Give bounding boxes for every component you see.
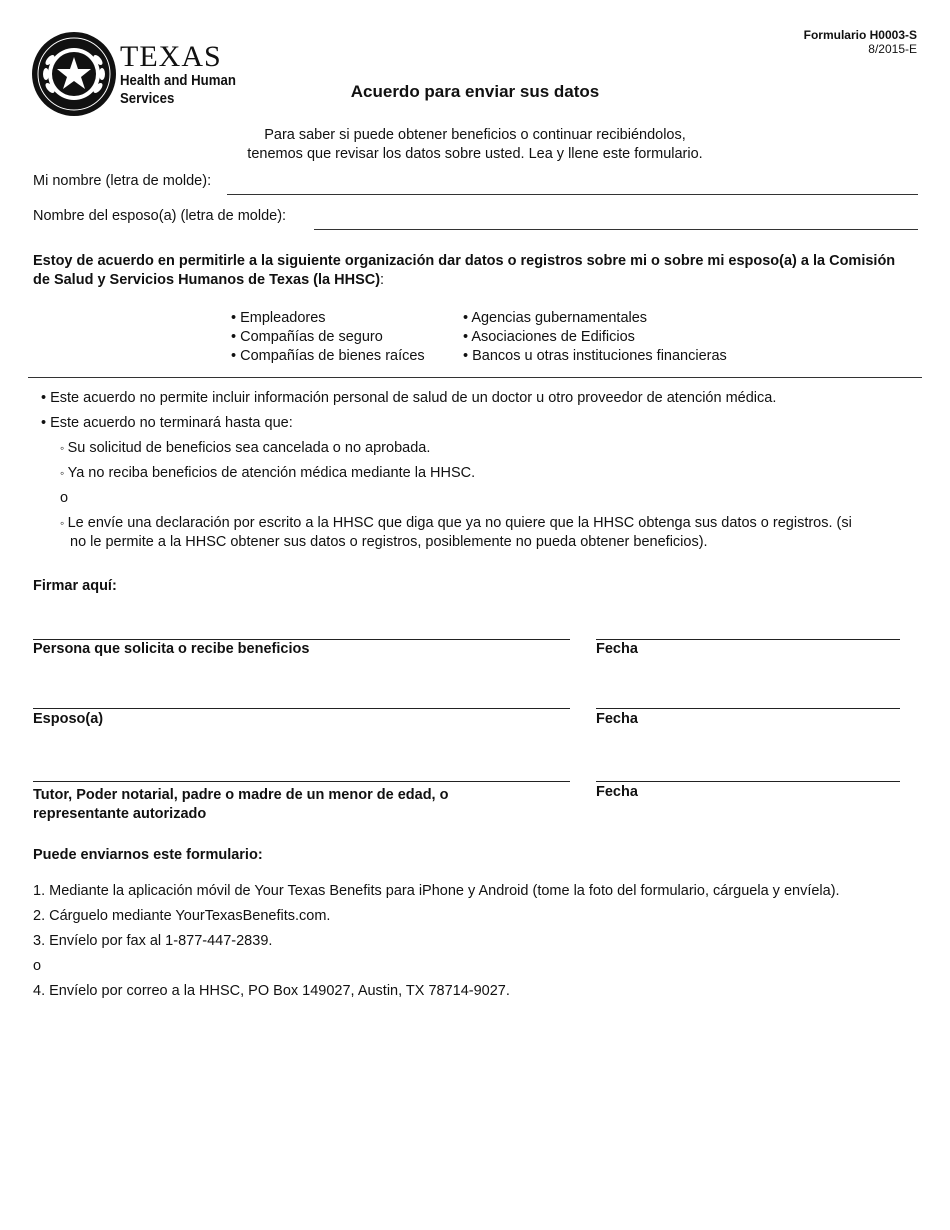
spouse-date-line[interactable] [596,708,900,709]
form-number: Formulario H0003-S [803,28,917,42]
submission-option-1: 1. Mediante la aplicación móvil de Your Texas Benefits para iPhone y Android (tome la foto del formulario, cárguela y envíela). [33,883,840,899]
guardian-label [33,786,448,824]
condition-sub-3-cont: no le permite a la HHSC obtener sus datos o registros, posiblemente no pueda obtener beneficios). [70,534,708,550]
guardian-date-label: Fecha [596,784,638,800]
my-name-label: Mi nombre (letra de molde): [33,173,212,189]
spouse-signature-line[interactable] [33,708,570,709]
agreement-statement-text: Estoy de acuerdo en permitirle a la siguiente organización dar datos o registros sobre mi o sobre mi esposo(a) a la Comisión de Salud y Servicios Humanos de Texas (la HHSC) [33,253,896,288]
applicant-label: Persona que solicita o recibe beneficios [33,641,310,657]
org-real-estate: • Compañías de bienes raíces [231,347,425,366]
condition-sub-3: ◦ Le envíe una declaración por escrito a la HHSC que diga que ya no quiere que la HHSC obtenga sus datos o registros. (si [60,514,852,533]
form-identifier [804,28,917,56]
org-insurance: • Compañías de seguro [231,328,425,347]
guardian-label-line-1: Tutor, Poder notarial, padre o madre de un menor de edad, o [33,787,449,803]
logo-line-services: Services [120,90,175,107]
spouse-name-field[interactable] [314,210,918,230]
intro-text [0,126,950,164]
condition-or: o [60,490,69,506]
sign-here-label: Firmar aquí: [33,578,117,594]
spouse-date-label: Fecha [596,711,638,727]
page-title: Acuerdo para enviar sus datos [350,82,600,101]
submission-option-3: 3. Envíelo por fax al 1-877-447-2839. [33,933,273,949]
submission-or: o [33,958,42,974]
condition-sub-2: ◦ Ya no reciba beneficios de atención médica mediante la HHSC. [60,464,475,483]
my-name-field[interactable] [227,175,918,195]
org-banks: • Bancos u otras instituciones financieras [463,347,727,366]
logo-line-texas: TEXAS [120,40,222,73]
agreement-statement [33,252,913,290]
guardian-date-line[interactable] [596,781,900,782]
organizations-left-list [231,309,425,366]
condition-sub-1: ◦ Su solicitud de beneficios sea cancelada o no aprobada. [60,439,430,458]
condition-bullet-2: • Este acuerdo no terminará hasta que: [41,414,293,433]
intro-line-2: tenemos que revisar los datos sobre usted. Lea y llene este formulario. [247,146,703,162]
state-seal-icon [30,30,118,118]
organizations-right-list [463,309,727,366]
applicant-date-label: Fecha [596,641,638,657]
intro-line-1: Para saber si puede obtener beneficios o continuar recibiéndolos, [264,127,686,143]
section-divider [28,377,922,378]
guardian-label-line-2: representante autorizado [33,806,207,822]
submission-option-2: 2. Cárguelo mediante YourTexasBenefits.com. [33,908,331,924]
agreement-colon: : [380,272,385,288]
org-building-assoc: • Asociaciones de Edificios [463,328,727,347]
org-employers: • Empleadores [231,309,425,328]
applicant-signature-line[interactable] [33,639,570,640]
spouse-label: Esposo(a) [33,711,104,727]
spouse-name-label: Nombre del esposo(a) (letra de molde): [33,208,287,224]
logo-line-health: Health and Human [120,72,236,89]
org-government: • Agencias gubernamentales [463,309,727,328]
submission-option-4: 4. Envíelo por correo a la HHSC, PO Box 149027, Austin, TX 78714-9027. [33,983,510,999]
condition-bullet-1: • Este acuerdo no permite incluir información personal de salud de un doctor u otro proveedor de atención médica. [41,389,776,408]
submission-heading: Puede enviarnos este formulario: [33,847,263,863]
guardian-signature-line[interactable] [33,781,570,782]
applicant-date-line[interactable] [596,639,900,640]
form-date: 8/2015-E [868,42,917,56]
